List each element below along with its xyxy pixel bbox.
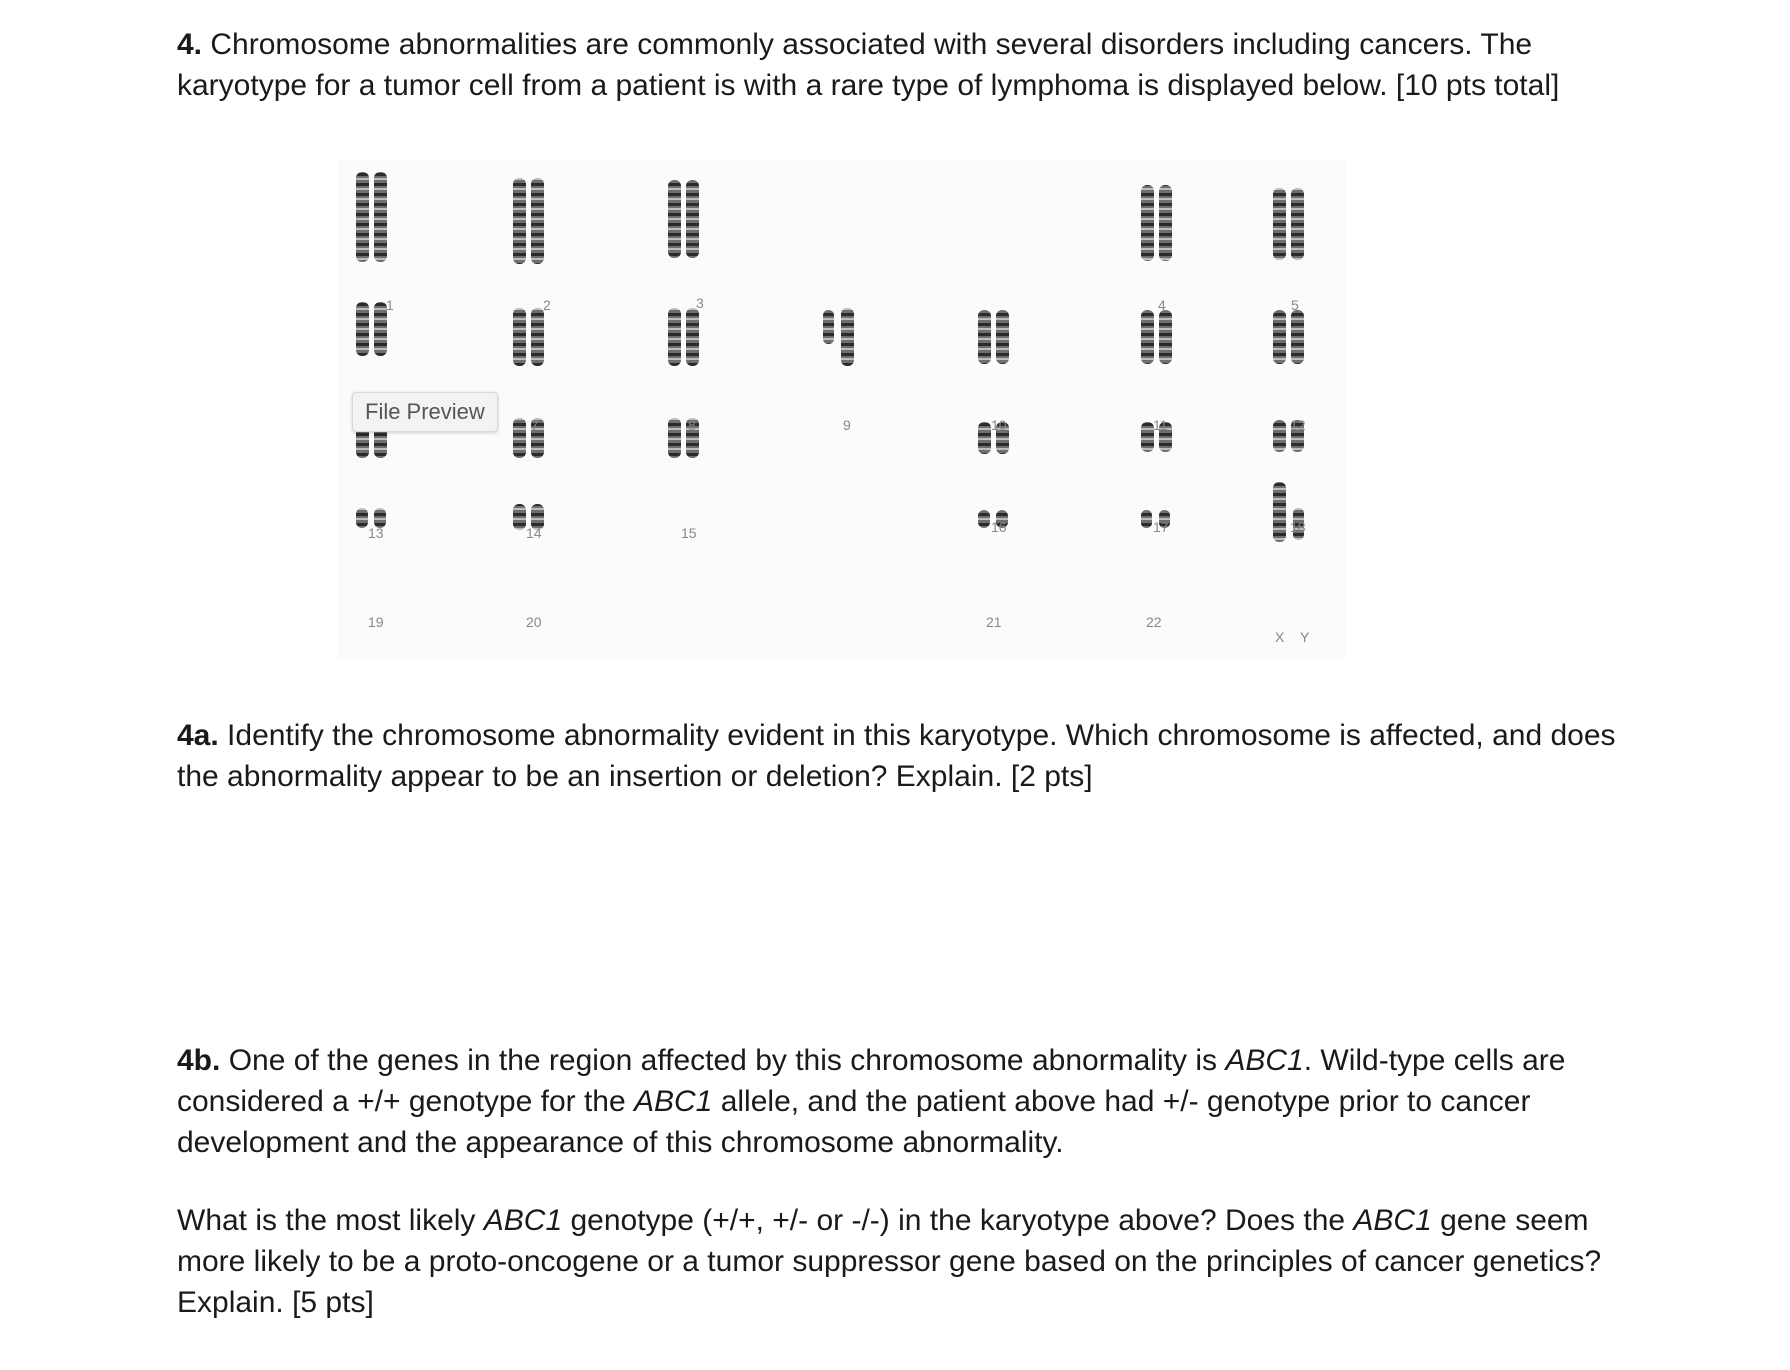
label-2: 2 xyxy=(543,297,551,313)
label-x: X xyxy=(1275,629,1285,645)
question-4b-text-2: . Wild-type cells are considered a +/+ genotype for the xyxy=(177,1044,1566,1118)
question-4b-part-2 xyxy=(177,1200,1637,1323)
label-18: 18 xyxy=(1290,519,1306,535)
label-16: 16 xyxy=(991,519,1007,535)
label-20: 20 xyxy=(526,614,542,630)
question-4-text: Chromosome abnormalities are commonly associated with several disorders including cancers. The karyotype for a tumor cell from a patient is with a rare type of lymphoma is displayed below. [10 pts total] xyxy=(177,28,1560,102)
label-15: 15 xyxy=(681,525,697,541)
gene-abc1: ABC1 xyxy=(1225,1044,1304,1077)
question-4a xyxy=(177,715,1637,797)
question-4b-text-3: allele, and the patient above had +/- genotype prior to cancer development and the appearance of this chromosome abnormality. xyxy=(177,1085,1531,1159)
label-12: 12 xyxy=(1290,417,1306,433)
label-y: Y xyxy=(1300,629,1310,645)
question-4b2-text-2: genotype (+/+, +/- or -/-) in the karyotype above? Does the xyxy=(562,1204,1354,1237)
question-4b-text-1: One of the genes in the region affected by this chromosome abnormality is xyxy=(220,1044,1226,1077)
label-7: 7 xyxy=(531,417,539,433)
label-1: 1 xyxy=(386,297,394,313)
question-4a-number: 4a. xyxy=(177,719,219,752)
label-14: 14 xyxy=(526,525,542,541)
file-preview-chip[interactable]: File Preview xyxy=(352,392,498,432)
label-22: 22 xyxy=(1146,614,1162,630)
label-5: 5 xyxy=(1291,297,1299,313)
gene-abc1: ABC1 xyxy=(634,1085,713,1118)
label-9: 9 xyxy=(843,417,851,433)
question-4 xyxy=(177,24,1637,106)
label-10: 10 xyxy=(991,417,1007,433)
label-3: 3 xyxy=(696,295,704,311)
gene-abc1: ABC1 xyxy=(1353,1204,1432,1237)
label-13: 13 xyxy=(368,525,384,541)
question-4b xyxy=(177,1040,1637,1163)
label-19: 19 xyxy=(368,614,384,630)
label-21: 21 xyxy=(986,614,1002,630)
label-11: 11 xyxy=(1153,417,1168,433)
gene-abc1: ABC1 xyxy=(483,1204,563,1237)
question-4b2-text-3: gene seem more likely to be a proto-oncogene or a tumor suppressor gene based on the principles of cancer genetics? Explain. [5 pts] xyxy=(177,1204,1602,1319)
question-4b2-text-1: What is the most likely xyxy=(177,1204,484,1237)
question-4-number: 4. xyxy=(177,28,203,61)
label-8: 8 xyxy=(688,417,696,433)
label-4: 4 xyxy=(1158,297,1166,313)
question-4a-text: Identify the chromosome abnormality evident in this karyotype. Which chromosome is affected, and does the abnormality appear to be an insertion or deletion? Explain. [2 pts] xyxy=(177,719,1616,793)
label-17: 17 xyxy=(1153,519,1169,535)
question-4b-number: 4b. xyxy=(177,1044,221,1077)
